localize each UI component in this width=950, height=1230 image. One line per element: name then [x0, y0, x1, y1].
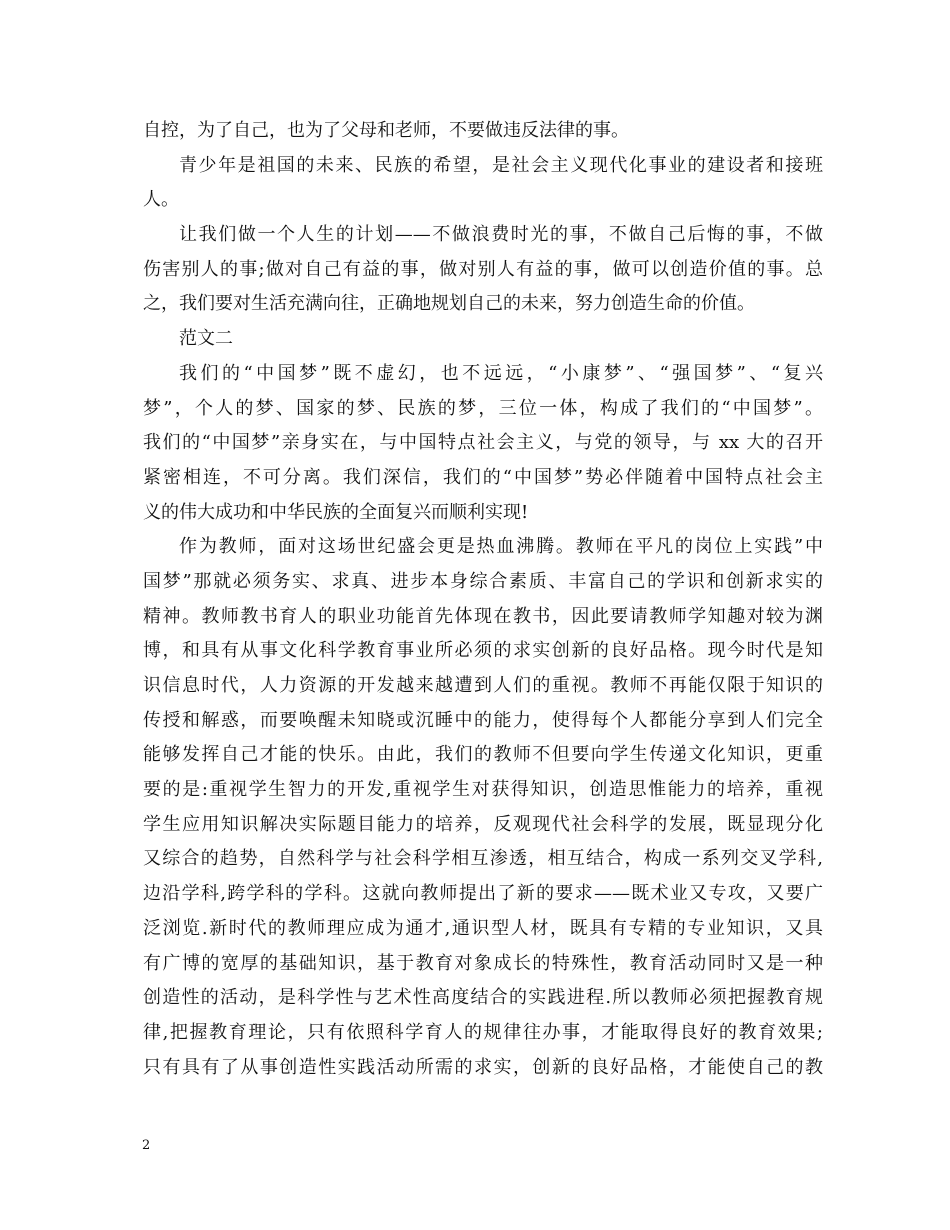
- paragraph-first-line: 作为教师，面对这场世纪盛会更是热血沸腾。教师在平凡的岗位上实践”中: [179, 536, 823, 558]
- page-number: 2: [142, 1138, 151, 1153]
- text-line: 国梦”那就必须务实、求真、进步本身综合素质、丰富自己的学识和创新求实的: [143, 570, 823, 592]
- section-heading: 范文二: [179, 328, 233, 350]
- text-line: 律,把握教育理论，只有依照科学育人的规律往办事，才能取得良好的教育效果;: [143, 1021, 823, 1043]
- text-line: 识信息时代，人力资源的开发越来越遭到人们的重视。教师不再能仅限于知识的: [143, 675, 823, 696]
- document-body: [143, 114, 823, 1085]
- text-line: 有广博的宽厚的基础知识，基于教育对象成长的特殊性，教育活动同时又是一种: [143, 952, 823, 974]
- text-line: 只有具有了从事创造性实践活动所需的求实，创新的良好品格，才能使自己的教: [143, 1056, 823, 1078]
- paragraph-first-line: 我们的“中国梦”既不虚幻，也不远远，“小康梦”、“强国梦”、“复兴: [179, 362, 823, 384]
- text-line: 义的伟大成功和中华民族的全面复兴而顺利实现!: [143, 501, 529, 523]
- text-line: 能够发挥自己才能的快乐。由此，我们的教师不但要向学生传递文化知识，更重: [143, 744, 823, 766]
- text-line: 人。: [143, 189, 179, 211]
- text-line: 传授和解惑，而要唤醒未知晓或沉睡中的能力，使得每个人都能分享到人们完全: [143, 709, 823, 731]
- text-line: 边沿学科,跨学科的学科。这就向教师提出了新的要求——既术业又专攻，又要广: [143, 883, 823, 905]
- text-line: 伤害别人的事;做对自己有益的事，做对别人有益的事，做可以创造价值的事。总: [143, 258, 823, 280]
- text-line: 紧密相连，不可分离。我们深信，我们的“中国梦”势必伴随着中国特点社会主: [143, 466, 823, 488]
- text-line: 学生应用知识解决实际题目能力的培养，反观现代社会科学的发展，既显现分化: [143, 813, 823, 835]
- paragraph-first-line: 青少年是祖国的未来、民族的希望，是社会主义现代化事业的建设者和接班: [179, 154, 823, 176]
- text-line: 要的是:重视学生智力的开发,重视学生对获得知识，创造思惟能力的培养，重视: [143, 779, 823, 801]
- paragraph-first-line: 让我们做一个人生的计划——不做浪费时光的事，不做自己后悔的事，不做: [179, 224, 823, 246]
- text-line: 创造性的活动，是科学性与艺术性高度结合的实践进程.所以教师必须把握教育规: [143, 987, 823, 1009]
- text-line: 泛浏览.新时代的教师理应成为通才,通识型人材，既具有专精的专业知识，又具: [143, 917, 823, 939]
- text-line: 我们的“中国梦”亲身实在，与中国特点社会主义，与党的领导，与 xx 大的召开: [143, 432, 823, 454]
- text-line: 之，我们要对生活充满向往，正确地规划自己的未来，努力创造生命的价值。: [143, 293, 755, 315]
- text-line: 博，和具有从事文化科学教育事业所必须的求实创新的良好品格。现今时代是知: [143, 640, 823, 662]
- text-line: 精神。教师教书育人的职业功能首先体现在教书，因此要请教师学知趣对较为渊: [143, 605, 823, 627]
- text-line: 梦”，个人的梦、国家的梦、民族的梦，三位一体，构成了我们的“中国梦”。: [143, 397, 823, 419]
- text-line: 又综合的趋势，自然科学与社会科学相互渗透，相互结合，构成一系列交叉学科,: [143, 848, 823, 870]
- text-line: 自控，为了自己，也为了父母和老师，不要做违反法律的事。: [143, 120, 629, 141]
